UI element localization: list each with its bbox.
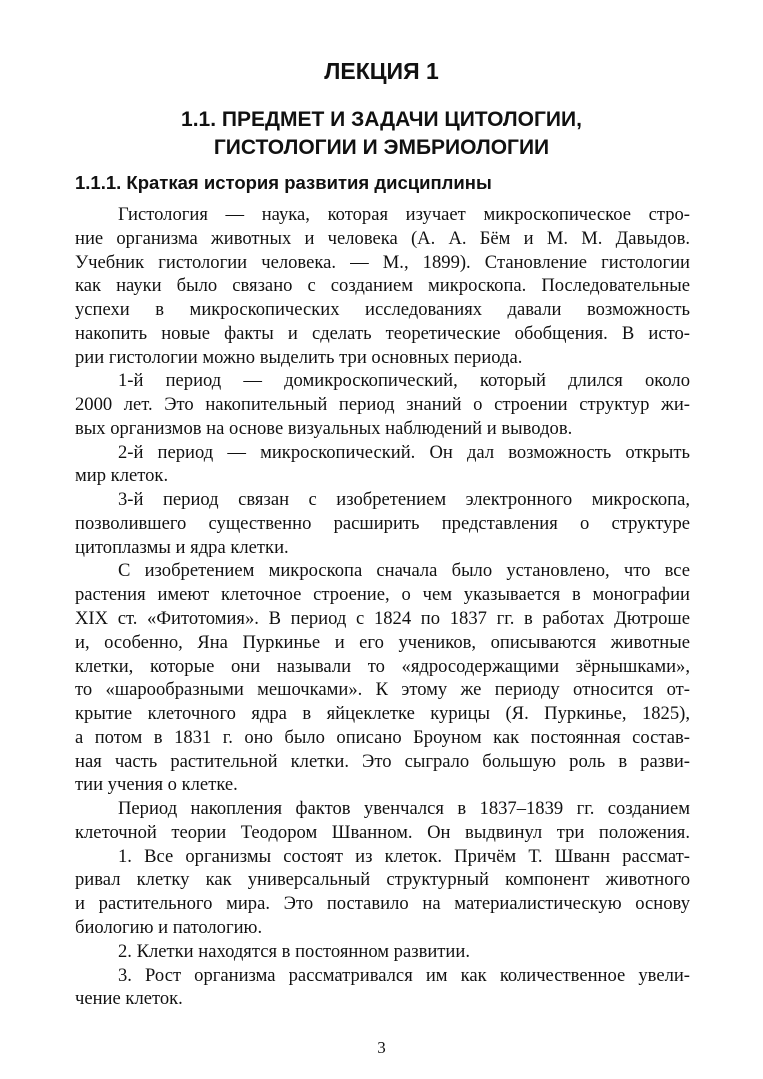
text-line: тии учения о клетке.	[75, 774, 238, 796]
text-line: 1. Все организмы состоят из клеток. Причём Т. Шванн рассмат-	[118, 845, 690, 867]
text-line: и растительного мира. Это поставило на материалистическую основу	[75, 893, 690, 915]
text-line: Учебник гистологии человека. — М., 1899). Становление гистологии	[75, 251, 690, 273]
text-line: 3-й период связан с изобретением электронного микроскопа,	[118, 489, 690, 511]
text-line: успехи в микроскопических исследованиях давали возможность	[75, 299, 690, 321]
section-title-line: 1.1. ПРЕДМЕТ И ЗАДАЧИ ЦИТОЛОГИИ,	[181, 108, 582, 131]
text-line: вых организмов на основе визуальных наблюдений и выводов.	[75, 417, 573, 439]
text-line: то «шарообразными мешочками». К этому же периоду относится от-	[75, 679, 690, 701]
text-line: 2. Клетки находятся в постоянном развитии.	[118, 940, 470, 962]
text-line: 2-й период — микроскопический. Он дал возможность открыть	[118, 441, 690, 463]
text-line: 2000 лет. Это накопительный период знаний о строении структур жи-	[75, 394, 690, 416]
section-title	[0, 106, 763, 162]
text-line: С изобретением микроскопа сначала было установлено, что все	[118, 560, 690, 582]
text-line: Период накопления фактов увенчался в 1837–1839 гг. созданием	[118, 798, 690, 820]
body-text	[75, 203, 690, 1011]
page-number: 3	[377, 1038, 386, 1057]
text-line: 3. Рост организма рассматривался им как количественное увели-	[118, 964, 690, 986]
section-title-line: ГИСТОЛОГИИ И ЭМБРИОЛОГИИ	[213, 136, 550, 159]
text-line: ная часть растительной клетки. Это сыграло большую роль в разви-	[75, 750, 690, 772]
text-line: XIX ст. «Фитотомия». В период с 1824 по 1837 гг. в работах Дютроше	[75, 608, 690, 630]
text-line: рии гистологии можно выделить три основных периода.	[75, 346, 523, 368]
text-line: клетки, которые они называли то «ядросодержащими зёрнышками»,	[75, 655, 690, 677]
text-line: чение клеток.	[75, 988, 183, 1010]
text-line: крытие клеточного ядра в яйцеклетке курицы (Я. Пуркинье, 1825),	[75, 703, 690, 725]
text-line: ривал клетку как универсальный структурный компонент животного	[75, 869, 690, 891]
text-line: мир клеток.	[75, 465, 169, 487]
text-line: цитоплазмы и ядра клетки.	[75, 536, 289, 558]
text-line: Гистология — наука, которая изучает микроскопическое стро-	[118, 204, 690, 225]
lecture-title: ЛЕКЦИЯ 1	[324, 58, 439, 84]
text-line: как науки было связано с созданием микроскопа. Последовательные	[75, 275, 690, 297]
text-line: а потом в 1831 г. оно было описано Броуном как постоянная состав-	[75, 726, 690, 748]
text-line: и, особенно, Яна Пуркинье и его учеников, описываются животные	[75, 631, 690, 653]
text-line: 1-й период — домикроскопический, который длился около	[118, 370, 690, 392]
text-line: клеточной теории Теодором Шванном. Он выдвинул три положения.	[75, 821, 690, 843]
text-line: накопить новые факты и сделать теоретические обобщения. В исто-	[75, 322, 690, 344]
subsection-title: 1.1.1. Краткая история развития дисциплины	[75, 172, 492, 193]
text-line: позволившего существенно расширить представления о структуре	[75, 512, 690, 534]
text-line: ние организма животных и человека (А. А. Бём и М. М. Давыдов.	[75, 227, 690, 249]
text-line: биологию и патологию.	[75, 916, 263, 938]
text-line: растения имеют клеточное строение, о чем указывается в монографии	[75, 584, 690, 606]
